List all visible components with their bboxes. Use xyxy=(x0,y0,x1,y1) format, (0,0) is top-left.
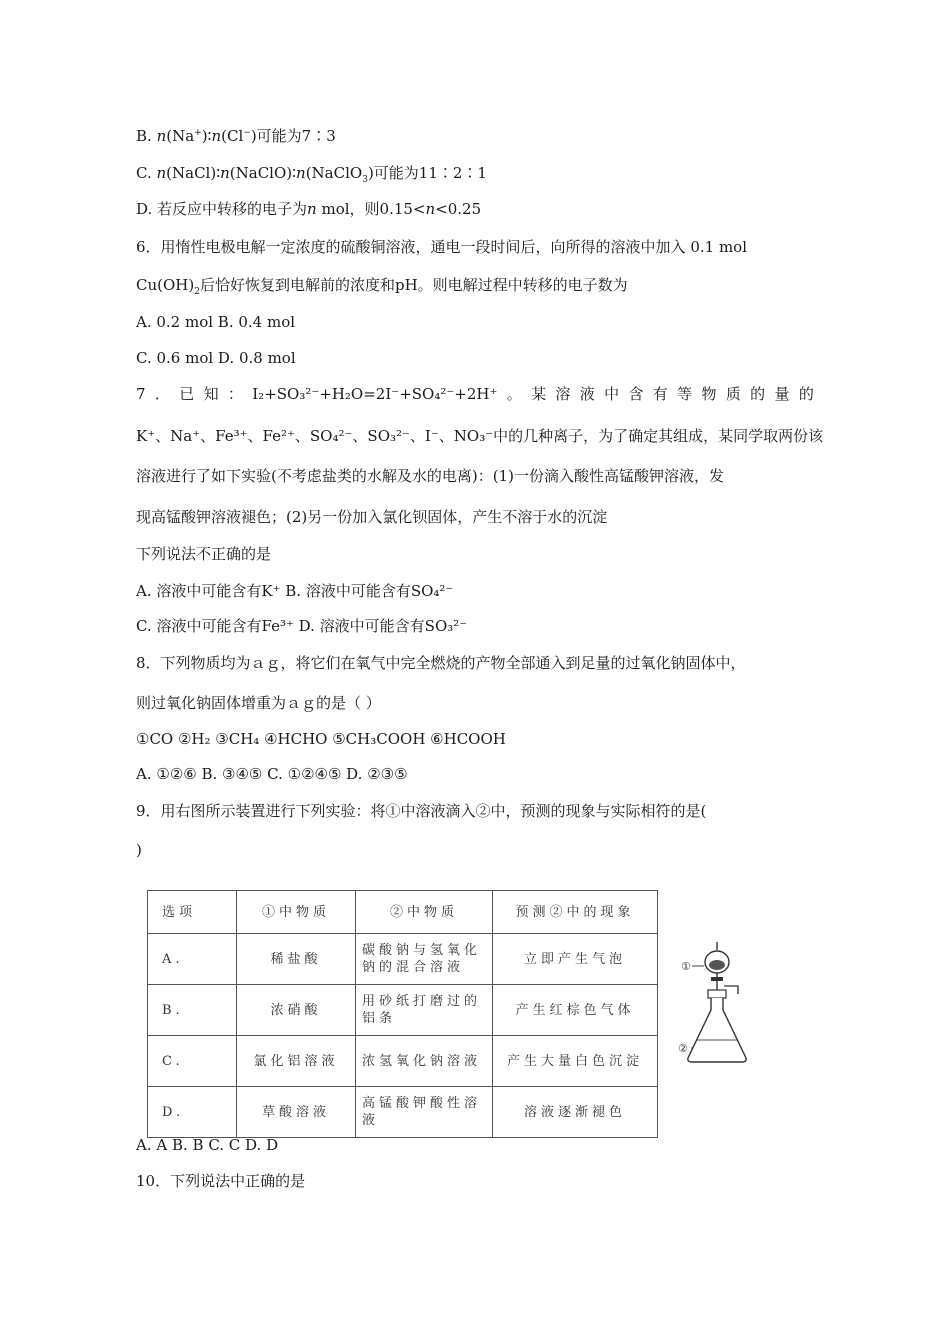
q5-option-c xyxy=(136,163,487,183)
italic-n: n xyxy=(296,164,306,182)
word: 含 xyxy=(628,385,644,403)
stopcock xyxy=(711,977,723,981)
q7-stem-line5: 下列说法不正确的是 xyxy=(136,545,272,563)
word: 。 xyxy=(506,385,522,403)
word: 质 xyxy=(725,385,741,403)
q8-items: ①CO ②H₂ ③CH₄ ④HCHO ⑤CH₃COOH ⑥HCOOH xyxy=(136,730,506,748)
word: 知 xyxy=(203,385,219,403)
text: (Cl xyxy=(221,127,244,145)
table-cell: 稀盐酸 xyxy=(237,934,356,985)
word: ： xyxy=(227,385,243,403)
text: mol，则0.15< xyxy=(316,200,426,218)
superscript: − xyxy=(243,128,251,138)
q5-option-d xyxy=(136,199,481,219)
table-cell: 溶液逐渐褪色 xyxy=(493,1087,658,1138)
subscript: 3 xyxy=(362,175,368,185)
q8-stem-line2: 则过氧化钠固体增重为ａｇ的是（ ） xyxy=(136,694,381,712)
table-cell: B. xyxy=(148,985,237,1036)
q6-stem-line2 xyxy=(136,275,628,295)
word: 的 xyxy=(798,385,814,403)
q7-options-ab: A. 溶液中可能含有K⁺ B. 溶液中可能含有SO₄²⁻ xyxy=(136,582,454,600)
table-cell: D. xyxy=(148,1087,237,1138)
option-label: D. 若反应中转移的电子为 xyxy=(136,200,308,218)
q6-stem-line1: 6．用惰性电极电解一定浓度的硫酸铜溶液，通电一段时间后，向所得的溶液中加入 0.1 mol xyxy=(136,238,747,256)
formula: Cu(OH) xyxy=(136,276,195,294)
table-cell: 用砂纸打磨过的铝条 xyxy=(356,985,493,1036)
table-cell: 氯化铝溶液 xyxy=(237,1036,356,1087)
table-header-cell: 预测②中的现象 xyxy=(493,891,658,934)
word: 7 xyxy=(136,385,146,403)
text: )∶ xyxy=(201,127,212,145)
text: (NaCl)∶ xyxy=(166,164,221,182)
table-cell: 产生红棕色气体 xyxy=(493,985,658,1036)
word: 溶 xyxy=(555,385,571,403)
word: 已 xyxy=(179,385,195,403)
table-cell: 浓氢氧化钠溶液 xyxy=(356,1036,493,1087)
q7-stem-line4: 现高锰酸钾溶液褪色；(2)另一份加入氯化钡固体，产生不溶于水的沉淀 xyxy=(136,508,608,526)
q5-option-b xyxy=(136,126,336,146)
italic-n: n xyxy=(156,127,167,145)
table-header-row xyxy=(148,891,658,934)
table-cell: 草酸溶液 xyxy=(237,1087,356,1138)
q6-options-ab: A. 0.2 mol B. 0.4 mol xyxy=(136,313,296,331)
q9-table xyxy=(147,890,658,1138)
word: 量 xyxy=(774,385,790,403)
superscript: + xyxy=(194,128,202,138)
table-cell: 立即产生气泡 xyxy=(493,934,658,985)
q8-stem-line1: 8．下列物质均为ａｇ，将它们在氧气中完全燃烧的产物全部通入到足量的过氧化钠固体中， xyxy=(136,654,746,672)
word: 中 xyxy=(604,385,620,403)
flask-apparatus-diagram xyxy=(678,940,758,1065)
table-cell: C. xyxy=(148,1036,237,1087)
text: (Na xyxy=(166,127,195,145)
italic-n: n xyxy=(220,164,230,182)
text: )可能为7∶3 xyxy=(250,127,336,145)
word: 液 xyxy=(579,385,595,403)
text: )可能为11∶2∶1 xyxy=(367,164,487,182)
italic-n: n xyxy=(425,200,436,218)
funnel-liquid xyxy=(709,960,725,970)
option-label: B. xyxy=(136,127,157,145)
q7-stem-line1 xyxy=(136,384,814,404)
word: 等 xyxy=(677,385,693,403)
text: 后恰好恢复到电解前的浓度和pH。则电解过程中转移的电子数为 xyxy=(199,276,628,294)
text: (NaClO xyxy=(305,164,363,182)
text: (NaClO)∶ xyxy=(229,164,297,182)
italic-n: n xyxy=(156,164,167,182)
q8-options: A. ①②⑥ B. ③④⑤ C. ①②④⑤ D. ②③⑤ xyxy=(136,765,408,783)
italic-n: n xyxy=(211,127,222,145)
table-header-cell: 选项 xyxy=(148,891,237,934)
label-2: ② xyxy=(678,1042,688,1055)
option-label: C. xyxy=(136,164,157,182)
table-row xyxy=(148,985,658,1036)
q9-stem-line1: 9．用右图所示装置进行下列实验：将①中溶液滴入②中，预测的现象与实际相符的是( xyxy=(136,802,707,820)
rubber-stopper xyxy=(708,990,726,998)
word: 某 xyxy=(531,385,547,403)
table-cell: 碳酸钠与氢氧化钠的混合溶液 xyxy=(356,934,493,985)
table-cell: 产生大量白色沉淀 xyxy=(493,1036,658,1087)
table-cell: 浓硝酸 xyxy=(237,985,356,1036)
subscript: 2 xyxy=(194,287,200,297)
q10-stem: 10．下列说法中正确的是 xyxy=(136,1172,306,1190)
word: 物 xyxy=(701,385,717,403)
q7-stem-line3: 溶液进行了如下实验(不考虑盐类的水解及水的电离)：(1)一份滴入酸性高锰酸钾溶液，发 xyxy=(136,467,724,485)
q6-options-cd: C. 0.6 mol D. 0.8 mol xyxy=(136,349,296,367)
table-row xyxy=(148,934,658,985)
italic-n: n xyxy=(307,200,317,218)
label-1: ① xyxy=(681,960,691,973)
q7-stem-line2: K⁺、Na⁺、Fe³⁺、Fe²⁺、SO₄²⁻、SO₃²⁻、I⁻、NO₃⁻中的几种离子，为了确定其组成，某同学取两份该 xyxy=(136,427,824,445)
table-header-cell: ②中物质 xyxy=(356,891,493,934)
table-header-cell: ①中物质 xyxy=(237,891,356,934)
table-cell: A. xyxy=(148,934,237,985)
q9-stem-line2: ) xyxy=(136,841,142,859)
conical-flask xyxy=(688,998,746,1062)
q7-options-cd: C. 溶液中可能含有Fe³⁺ D. 溶液中可能含有SO₃²⁻ xyxy=(136,617,468,635)
q9-options: A. A B. B C. C D. D xyxy=(136,1136,279,1154)
text: <0.25 xyxy=(435,200,482,218)
word: ． xyxy=(154,385,170,403)
table-row xyxy=(148,1087,658,1138)
table-cell: 高锰酸钾酸性溶液 xyxy=(356,1087,493,1138)
word: 的 xyxy=(750,385,766,403)
equation: I₂+SO₃²⁻+H₂O=2I⁻+SO₄²⁻+2H⁺ xyxy=(252,385,498,403)
word: 有 xyxy=(652,385,668,403)
table-row xyxy=(148,1036,658,1087)
